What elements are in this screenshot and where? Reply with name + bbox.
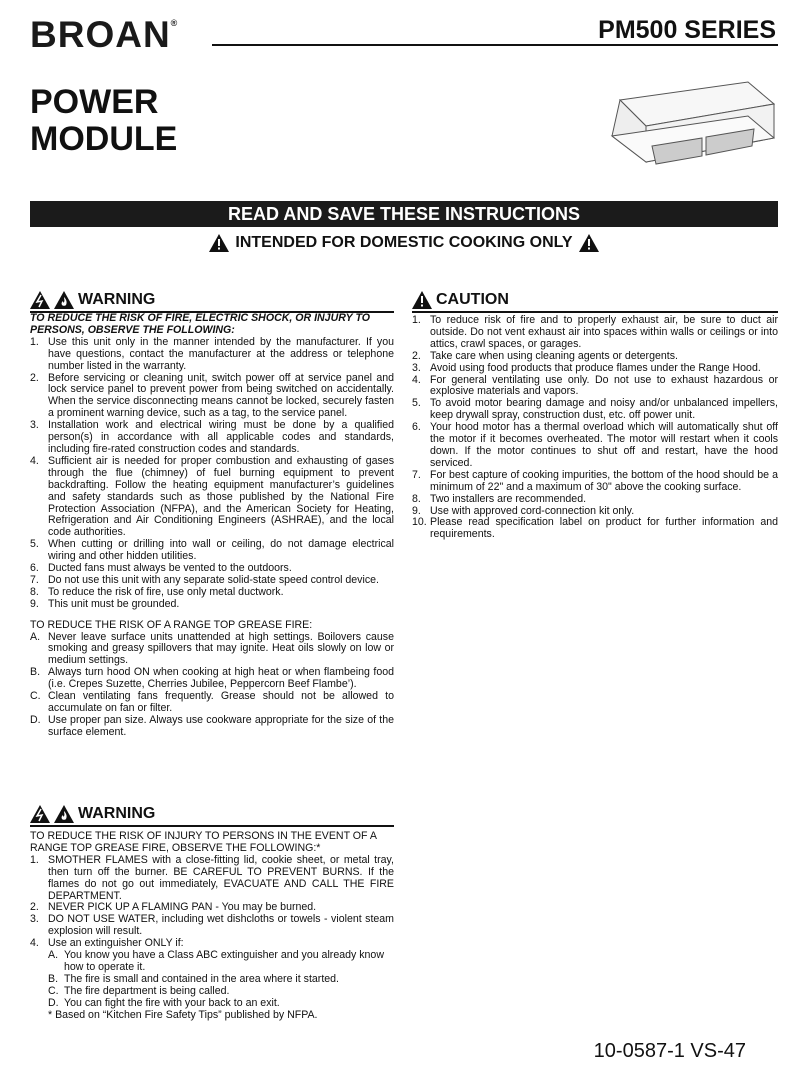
item-number: 9. [412, 504, 421, 517]
warning-item [30, 587, 394, 599]
caution-item [412, 422, 778, 470]
item-text: For best capture of cooking impurities, the bottom of the hood should be a minimum of 22" and a maximum of 30" above the cooking surface. [430, 468, 778, 493]
warning-item [30, 539, 394, 563]
footnote: * Based on “Kitchen Fire Safety Tips” published by NFPA. [48, 1008, 318, 1021]
grease-intro: TO REDUCE THE RISK OF A RANGE TOP GREASE FIRE: [30, 618, 313, 631]
warning-section-grease-fire [30, 803, 394, 1022]
caution-item [412, 517, 778, 541]
item-text: Always turn hood ON when cooking at high heat or when flambeing food (i.e. Crepes Suzette, Cherries Jubilee, Peppercorn Beef Flambe’). [48, 666, 394, 691]
section-rule [412, 311, 778, 313]
item-text: Use proper pan size. Always use cookware appropriate for the size of the surface element. [48, 713, 394, 738]
item-number: 3. [412, 361, 421, 374]
warning-heading: WARNING [30, 803, 394, 825]
warning-heading: WARNING [30, 289, 394, 311]
warning-list [30, 855, 394, 950]
item-number: 4. [30, 454, 39, 467]
fire-warning-icon [54, 291, 74, 309]
item-number: 3. [30, 913, 39, 926]
caution-item [412, 351, 778, 363]
item-text: Installation work and electrical wiring must be done by a qualified person(s) in accordance with all applicable codes and standards, including fire-rated construction codes and standards. [48, 419, 394, 455]
item-text: Use this unit only in the manner intended by the manufacturer. If you have questions, contact the manufacturer at the address or telephone number listed in the warranty. [48, 335, 394, 372]
item-number: 4. [412, 373, 421, 386]
caution-item [412, 398, 778, 422]
item-number: 2. [412, 349, 421, 362]
item-text: The fire department is being called. [64, 984, 230, 997]
warning-item [30, 599, 394, 611]
item-number: 4. [30, 937, 39, 950]
item-text: To reduce the risk of fire, use only metal ductwork. [48, 585, 284, 598]
item-number: 9. [30, 597, 39, 610]
document-code: 10-0587-1 VS-47 [593, 1040, 746, 1062]
item-text: Use an extinguisher ONLY if: [48, 937, 184, 950]
item-text: When cutting or drilling into wall or ceiling, do not damage electrical wiring and other hidden utilities. [48, 538, 394, 563]
item-number: 1. [412, 314, 421, 326]
item-number: 2. [30, 901, 39, 914]
read-save-banner: READ AND SAVE THESE INSTRUCTIONS [30, 201, 778, 227]
item-number: 1. [30, 853, 39, 866]
fire-warning-icon [54, 805, 74, 823]
warning-section-fire [30, 289, 394, 739]
item-number: 7. [30, 573, 39, 586]
warning-item [30, 420, 394, 456]
item-number: 8. [412, 492, 421, 505]
item-number: C. [48, 984, 59, 997]
item-text: Use with approved cord-connection kit only. [430, 504, 635, 517]
extinguisher-conditions [48, 950, 394, 1010]
grease-item [30, 667, 394, 691]
item-text: To avoid motor bearing damage and noisy and/or unbalanced impellers, keep drywall spray, construction dust, etc. off power unit. [430, 397, 778, 422]
domestic-notice: INTENDED FOR DOMESTIC COOKING ONLY [30, 234, 778, 252]
item-number: A. [30, 630, 41, 643]
item-text: SMOTHER FLAMES with a close-fitting lid, cookie sheet, or metal tray, then turn off the burner. BE CAREFUL TO PREVENT BURNS. If the flames do not go out immediately, EVACUATE AND CALL THE FIRE DEPARTMENT. [48, 853, 394, 902]
warning-item [30, 855, 394, 903]
item-number: 6. [412, 421, 421, 434]
item-text: Do not use this unit with any separate solid-state speed control device. [48, 573, 379, 586]
item-number: 6. [30, 562, 39, 575]
warning-item [30, 373, 394, 421]
caution-item [412, 375, 778, 399]
extinguisher-condition [48, 974, 394, 986]
item-text: DO NOT USE WATER, including wet dishcloths or towels - violent steam explosion will result. [48, 913, 394, 938]
item-text: Ducted fans must always be vented to the outdoors. [48, 562, 292, 575]
item-number: 5. [30, 538, 39, 551]
item-text: Before servicing or cleaning unit, switch power off at service panel and lock service panel to prevent power from being switched on accidentally. When the service disconnecting means cannot be locked, securely fasten a prominent warning device, such as a tag, to the service panel. [48, 371, 394, 420]
item-number: D. [48, 996, 59, 1009]
grease-item [30, 691, 394, 715]
item-text: Two installers are recommended. [430, 492, 587, 505]
warning-item [30, 456, 394, 539]
item-text: Please read specification label on product for further information and requirements. [430, 516, 778, 541]
section-rule [30, 825, 394, 827]
caution-list [412, 315, 778, 541]
series-name: PM500 SERIES [598, 16, 776, 44]
item-text: Take care when using cleaning agents or detergents. [430, 349, 678, 362]
item-number: 3. [30, 419, 39, 432]
warning-item [30, 914, 394, 938]
extinguisher-condition [48, 950, 394, 974]
warning-triangle-icon [209, 234, 229, 252]
item-text: You know you have a Class ABC extinguisher and you already know how to operate it. [64, 949, 384, 973]
range-hood-illustration [598, 60, 778, 180]
warning-intro: TO REDUCE THE RISK OF INJURY TO PERSONS IN THE EVENT OF A RANGE TOP GREASE FIRE, OBSERVE THE FOLLOWING:* [30, 830, 377, 854]
grease-item [30, 632, 394, 668]
page-title: POWER MODULE [30, 83, 178, 158]
warning-triangle-icon [579, 234, 599, 252]
item-text: Never leave surface units unattended at high settings. Boilovers cause smoking and greasy spillovers that may ignite. Heat oils slowly on low or medium settings. [48, 630, 394, 667]
grease-item [30, 715, 394, 739]
item-number: 10. [412, 516, 427, 529]
caution-item [412, 470, 778, 494]
caution-item [412, 363, 778, 375]
caution-triangle-icon [412, 291, 432, 309]
item-number: B. [48, 972, 59, 985]
item-text: The fire is small and contained in the area where it started. [64, 972, 339, 985]
item-number: 2. [30, 371, 39, 384]
caution-heading: CAUTION [412, 289, 778, 311]
item-text: For general ventilating use only. Do not use to exhaust hazardous or explosive materials and vapors. [430, 373, 778, 398]
item-text: You can fight the fire with your back to an exit. [64, 996, 280, 1009]
item-number: 7. [412, 468, 421, 481]
caution-section [412, 289, 778, 541]
item-number: D. [30, 713, 41, 726]
item-number: A. [48, 949, 59, 962]
item-text: To reduce risk of fire and to properly exhaust air, be sure to duct air outside. Do not vent exhaust air into spaces within walls or ceilings or into attics, crawl spaces, or garages. [430, 314, 778, 350]
item-text: This unit must be grounded. [48, 597, 180, 610]
item-number: B. [30, 666, 41, 679]
item-text: Clean ventilating fans frequently. Grease should not be allowed to accumulate on fan or filter. [48, 690, 394, 714]
item-number: 8. [30, 585, 39, 598]
electric-warning-icon [30, 291, 50, 309]
warning-list [30, 337, 394, 611]
item-text: Sufficient air is needed for proper combustion and exhausting of gases through the flue (chimney) of fuel burning equipment to prevent backdrafting. Follow the heating equipment manufacturer’s guidelines and safety standards such as those published by the National Fire Protection Association (NFPA), and the American Society for Heating, Refrigeration and Air Conditioning Engineers (ASHRAE), and the local code authorities. [48, 454, 394, 539]
caution-item [412, 315, 778, 351]
item-text: Avoid using food products that produce flames under the Range Hood. [430, 361, 761, 374]
brand-logo: BROAN® [30, 14, 178, 55]
item-number: 5. [412, 397, 421, 410]
item-number: 1. [30, 335, 39, 348]
grease-list [30, 632, 394, 739]
extinguisher-condition [48, 998, 394, 1010]
electric-warning-icon [30, 805, 50, 823]
item-text: NEVER PICK UP A FLAMING PAN - You may be burned. [48, 901, 317, 914]
warning-intro: TO REDUCE THE RISK OF FIRE, ELECTRIC SHOCK, OR INJURY TO PERSONS, OBSERVE THE FOLLOWING: [30, 312, 371, 336]
caution-item [412, 494, 778, 506]
warning-item [30, 337, 394, 373]
item-text: Your hood motor has a thermal overload which will automatically shut off the motor if it becomes overheated. The motor will restart when it cools down. If the motor continues to shut off and restart, have the hood serviced. [430, 421, 778, 469]
item-number: C. [30, 690, 41, 703]
extinguisher-condition [48, 986, 394, 998]
